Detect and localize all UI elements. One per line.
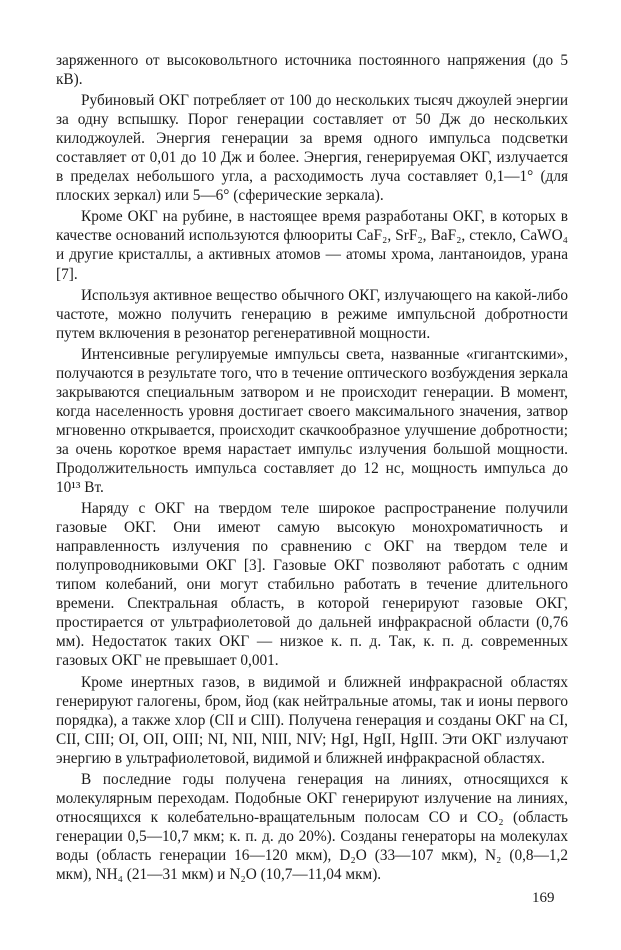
- page-body: [56, 51, 568, 884]
- paragraph-q-switching: Используя активное вещество обычного ОКГ, излучающего на какой-либо частоте, можно получить генерацию в режиме импульсной добротности путем включения в резонатор регенеративной мощности.: [56, 286, 568, 342]
- paragraph-gas-lasers: Наряду с ОКГ на твердом теле широкое распространение получили газовые ОКГ. Они имеют самую высокую монохроматичность и направленность излучения по сравнению с ОКГ на твердом теле и полупроводниковыми ОКГ [3]. Газовые ОКГ позволяют работать с одним типом колебаний, они могут стабильно работать в течение длительного времени. Спектральная область, в которой генерируют газовые ОКГ, простирается от ультрафиолетовой до дальней инфракрасной области (0,76 мм). Недостаток таких ОКГ — низкое к. п. д. Так, к. п. д. современных газовых ОКГ не превышает 0,001.: [56, 500, 568, 670]
- paragraph-continuation: заряженного от высоковольтного источника постоянного напряжения (до 5 кВ).: [56, 52, 568, 89]
- paragraph-halogens: Кроме инертных газов, в видимой и ближней инфракрасной областях генерируют галогены, бром, йод (как нейтральные атомы, так и ионы первого порядка), а также хлор (ClI и ClII). Получена генерация и созданы ОКГ на CI, CII, CIII; OI, OII, OIII; NI, NII, NIII, NIV; HgI, HgII, HgIII. Эти ОКГ излучают энергию в ультрафиолетовой, видимой и ближней инфракрасной областях.: [56, 673, 568, 767]
- page-number: 169: [532, 890, 555, 906]
- paragraph-other-crystals: Кроме ОКГ на рубине, в настоящее время разработаны ОКГ, в которых в качестве оснований используются флюориты CaF₂, SrF₂, BaF₂, стекло, CaWO₄ и другие кристаллы, а активных атомов — атомы хрома, лантаноидов, урана [7].: [56, 208, 568, 283]
- paragraph-molecular: В последние годы получена генерация на линиях, относящихся к молекулярным переходам. Подобные ОКГ генерируют излучение на линиях, относящихся к колебательно-вращательным полосам CO и CO₂ (область генерации 0,5—10,7 мкм; к. п. д. до 20%). Созданы генераторы на молекулах воды (область генерации 16—120 мкм), D₂O (33—107 мкм), N₂ (0,8—1,2 мкм), NH₄ (21—31 мкм) и N₂O (10,7—11,04 мкм).: [56, 770, 568, 883]
- paragraph-ruby-laser: Рубиновый ОКГ потребляет от 100 до нескольких тысяч джоулей энергии за одну вспышку. Порог генерации составляет от 50 Дж до нескольких килоджоулей. Энергия генерации за время одного импульса подсветки составляет от 0,01 до 10 Дж и более. Энергия, генерируемая ОКГ, излучается в пределах небольшого угла, а расходимость луча составляет 0,1—1° (для плоских зеркал) или 5—6° (сферические зеркала).: [56, 92, 568, 205]
- paragraph-giant-pulses: Интенсивные регулируемые импульсы света, названные «гигантскими», получаются в результате того, что в течение оптического возбуждения зеркала закрываются специальным затвором и не происходит генерации. В момент, когда населенность уровня достигает своего максимального значения, затвор мгновенно открывается, происходит скачкообразное улучшение добротности; за очень короткое время нарастает импульс излучения большой мощности. Продолжительность импульса составляет до 12 нс, мощность импульса до 10¹³ Вт.: [56, 345, 568, 497]
